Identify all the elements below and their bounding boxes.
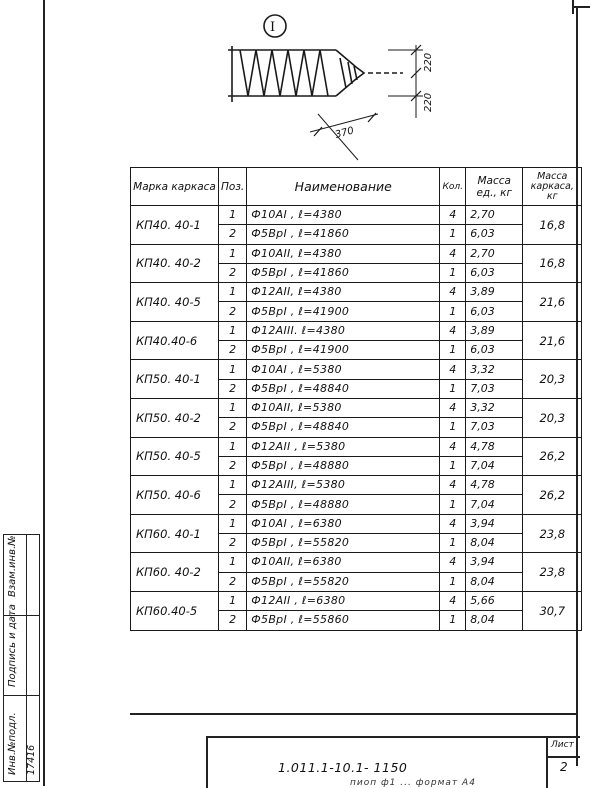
cell-pos: 2	[219, 534, 247, 553]
cell-unit-mass: 5,66	[466, 591, 523, 610]
table-row	[131, 321, 582, 340]
cell-unit-mass: 8,04	[466, 611, 523, 630]
cell-qty: 4	[440, 514, 466, 533]
table-row	[131, 437, 582, 456]
header-frame-mass: Масса каркаса, кг	[523, 168, 582, 206]
cell-qty: 1	[440, 302, 466, 321]
cell-name: Ф10АI , ℓ=5380	[247, 360, 440, 379]
table-row	[131, 514, 582, 533]
cell-qty: 1	[440, 225, 466, 244]
cell-qty: 1	[440, 495, 466, 514]
cell-pos: 1	[219, 244, 247, 263]
cell-frame-mass: 16,8	[523, 206, 582, 245]
cell-mark: КП50. 40-6	[131, 476, 219, 515]
stamp-swap-label: Взам.инв.№	[7, 535, 18, 597]
cell-qty: 1	[440, 572, 466, 591]
cell-frame-mass: 21,6	[523, 321, 582, 360]
cell-pos: 1	[219, 553, 247, 572]
cell-qty: 4	[440, 206, 466, 225]
cell-qty: 1	[440, 379, 466, 398]
cell-unit-mass: 4,78	[466, 476, 523, 495]
cell-name: Ф10АII, ℓ=5380	[247, 398, 440, 417]
cell-pos: 2	[219, 379, 247, 398]
cell-unit-mass: 2,70	[466, 244, 523, 263]
cell-unit-mass: 7,04	[466, 495, 523, 514]
sheet-label: Лист	[551, 740, 574, 750]
cell-qty: 4	[440, 321, 466, 340]
cell-name: Ф5ВрI , ℓ=48840	[247, 418, 440, 437]
header-pos: Поз.	[219, 168, 247, 206]
cell-unit-mass: 7,03	[466, 379, 523, 398]
cell-unit-mass: 4,78	[466, 437, 523, 456]
table-row	[131, 398, 582, 417]
cell-unit-mass: 3,32	[466, 398, 523, 417]
cell-name: Ф5ВрI , ℓ=41860	[247, 263, 440, 282]
cell-unit-mass: 3,32	[466, 360, 523, 379]
cell-name: Ф12АIII, ℓ=5380	[247, 476, 440, 495]
frame-corner-line	[572, 6, 590, 8]
cell-pos: 2	[219, 495, 247, 514]
cell-pos: 1	[219, 206, 247, 225]
table-row	[131, 553, 582, 572]
footer-scrawl: пиоп ф1 ... формат А4	[350, 778, 476, 788]
cell-frame-mass: 26,2	[523, 437, 582, 476]
cell-pos: 2	[219, 418, 247, 437]
table-row	[131, 206, 582, 225]
table-row	[131, 360, 582, 379]
cell-mark: КП40. 40-1	[131, 206, 219, 245]
cell-qty: 1	[440, 263, 466, 282]
cell-name: Ф5ВрI , ℓ=55860	[247, 611, 440, 630]
cell-qty: 4	[440, 437, 466, 456]
cell-qty: 4	[440, 476, 466, 495]
cell-unit-mass: 3,89	[466, 321, 523, 340]
callout-label: I	[270, 20, 276, 35]
cell-qty: 4	[440, 553, 466, 572]
cell-unit-mass: 6,03	[466, 263, 523, 282]
cell-unit-mass: 2,70	[466, 206, 523, 225]
cell-unit-mass: 3,94	[466, 553, 523, 572]
cell-qty: 4	[440, 283, 466, 302]
frame-left-border	[43, 0, 45, 786]
cell-pos: 1	[219, 514, 247, 533]
header-qty: Кол.	[440, 168, 466, 206]
cell-name: Ф10АII, ℓ=4380	[247, 244, 440, 263]
cell-name: Ф5ВрI , ℓ=41860	[247, 225, 440, 244]
cell-unit-mass: 8,04	[466, 572, 523, 591]
cell-pos: 2	[219, 225, 247, 244]
cell-unit-mass: 3,94	[466, 514, 523, 533]
side-stamp-values	[25, 534, 40, 782]
cell-frame-mass: 16,8	[523, 244, 582, 283]
header-name: Наименование	[247, 168, 440, 206]
cell-name: Ф5ВрI , ℓ=48880	[247, 456, 440, 475]
cell-name: Ф5ВрI , ℓ=48880	[247, 495, 440, 514]
cell-qty: 1	[440, 611, 466, 630]
cell-qty: 4	[440, 398, 466, 417]
cell-mark: КП60.40-5	[131, 591, 219, 630]
cell-unit-mass: 7,04	[466, 456, 523, 475]
cell-pos: 1	[219, 398, 247, 417]
cell-pos: 2	[219, 572, 247, 591]
cell-pos: 1	[219, 476, 247, 495]
dim-length: 370	[333, 125, 356, 141]
cell-pos: 1	[219, 321, 247, 340]
cell-unit-mass: 7,03	[466, 418, 523, 437]
cell-name: Ф12АII, ℓ=4380	[247, 283, 440, 302]
side-stamp	[3, 534, 27, 782]
cell-qty: 4	[440, 591, 466, 610]
table-row	[131, 244, 582, 263]
header-mark: Марка каркаса	[131, 168, 219, 206]
cell-name: Ф5ВрI , ℓ=55820	[247, 572, 440, 591]
cell-unit-mass: 6,03	[466, 225, 523, 244]
stamp-inv-label: Инв.№подл.	[7, 712, 18, 775]
cell-pos: 1	[219, 283, 247, 302]
stamp-sign-label: Подпись и дата	[7, 604, 18, 687]
cell-mark: КП40. 40-5	[131, 283, 219, 322]
cell-name: Ф12АII , ℓ=5380	[247, 437, 440, 456]
cell-pos: 1	[219, 437, 247, 456]
sheet-number: 2	[560, 760, 568, 774]
cell-pos: 2	[219, 456, 247, 475]
cell-mark: КП50. 40-5	[131, 437, 219, 476]
cell-pos: 1	[219, 591, 247, 610]
cell-name: Ф10АI , ℓ=6380	[247, 514, 440, 533]
cell-mark: КП60. 40-1	[131, 514, 219, 553]
table-row	[131, 476, 582, 495]
cell-frame-mass: 30,7	[523, 591, 582, 630]
cell-name: Ф5ВрI , ℓ=55820	[247, 534, 440, 553]
table-row	[131, 591, 582, 610]
cell-frame-mass: 23,8	[523, 514, 582, 553]
cell-pos: 2	[219, 341, 247, 360]
cell-unit-mass: 6,03	[466, 302, 523, 321]
cell-name: Ф12АII , ℓ=6380	[247, 591, 440, 610]
cell-qty: 4	[440, 360, 466, 379]
cell-frame-mass: 26,2	[523, 476, 582, 515]
cell-frame-mass: 20,3	[523, 398, 582, 437]
cell-name: Ф5ВрI , ℓ=41900	[247, 341, 440, 360]
dim-top: 220	[423, 52, 434, 72]
cell-name: Ф5ВрI , ℓ=48840	[247, 379, 440, 398]
document-code: 1.011.1-10.1- 1150	[278, 760, 408, 775]
cell-qty: 1	[440, 456, 466, 475]
cell-pos: 2	[219, 302, 247, 321]
cell-unit-mass: 6,03	[466, 341, 523, 360]
cell-qty: 4	[440, 244, 466, 263]
stamp-inv-value: 17416	[26, 744, 37, 775]
cell-mark: КП50. 40-1	[131, 360, 219, 399]
cell-name: Ф10АII, ℓ=6380	[247, 553, 440, 572]
cell-pos: 1	[219, 360, 247, 379]
dim-bottom: 220	[423, 92, 434, 112]
cell-unit-mass: 3,89	[466, 283, 523, 302]
cell-name: Ф12АIII. ℓ=4380	[247, 321, 440, 340]
cell-frame-mass: 21,6	[523, 283, 582, 322]
cell-pos: 2	[219, 611, 247, 630]
cell-frame-mass: 20,3	[523, 360, 582, 399]
cell-qty: 1	[440, 341, 466, 360]
cell-name: Ф10АI , ℓ=4380	[247, 206, 440, 225]
detail-drawing	[218, 10, 448, 170]
cell-mark: КП60. 40-2	[131, 553, 219, 592]
cell-pos: 2	[219, 263, 247, 282]
cell-qty: 1	[440, 418, 466, 437]
header-unit-mass: Масса ед., кг	[466, 168, 523, 206]
cell-name: Ф5ВрI , ℓ=41900	[247, 302, 440, 321]
cell-frame-mass: 23,8	[523, 553, 582, 592]
cell-mark: КП40.40-6	[131, 321, 219, 360]
specification-table	[130, 167, 582, 631]
specification-body	[131, 206, 582, 631]
table-bottom-line	[130, 713, 576, 715]
cell-unit-mass: 8,04	[466, 534, 523, 553]
cell-mark: КП50. 40-2	[131, 398, 219, 437]
cell-qty: 1	[440, 534, 466, 553]
table-row	[131, 283, 582, 302]
cell-mark: КП40. 40-2	[131, 244, 219, 283]
